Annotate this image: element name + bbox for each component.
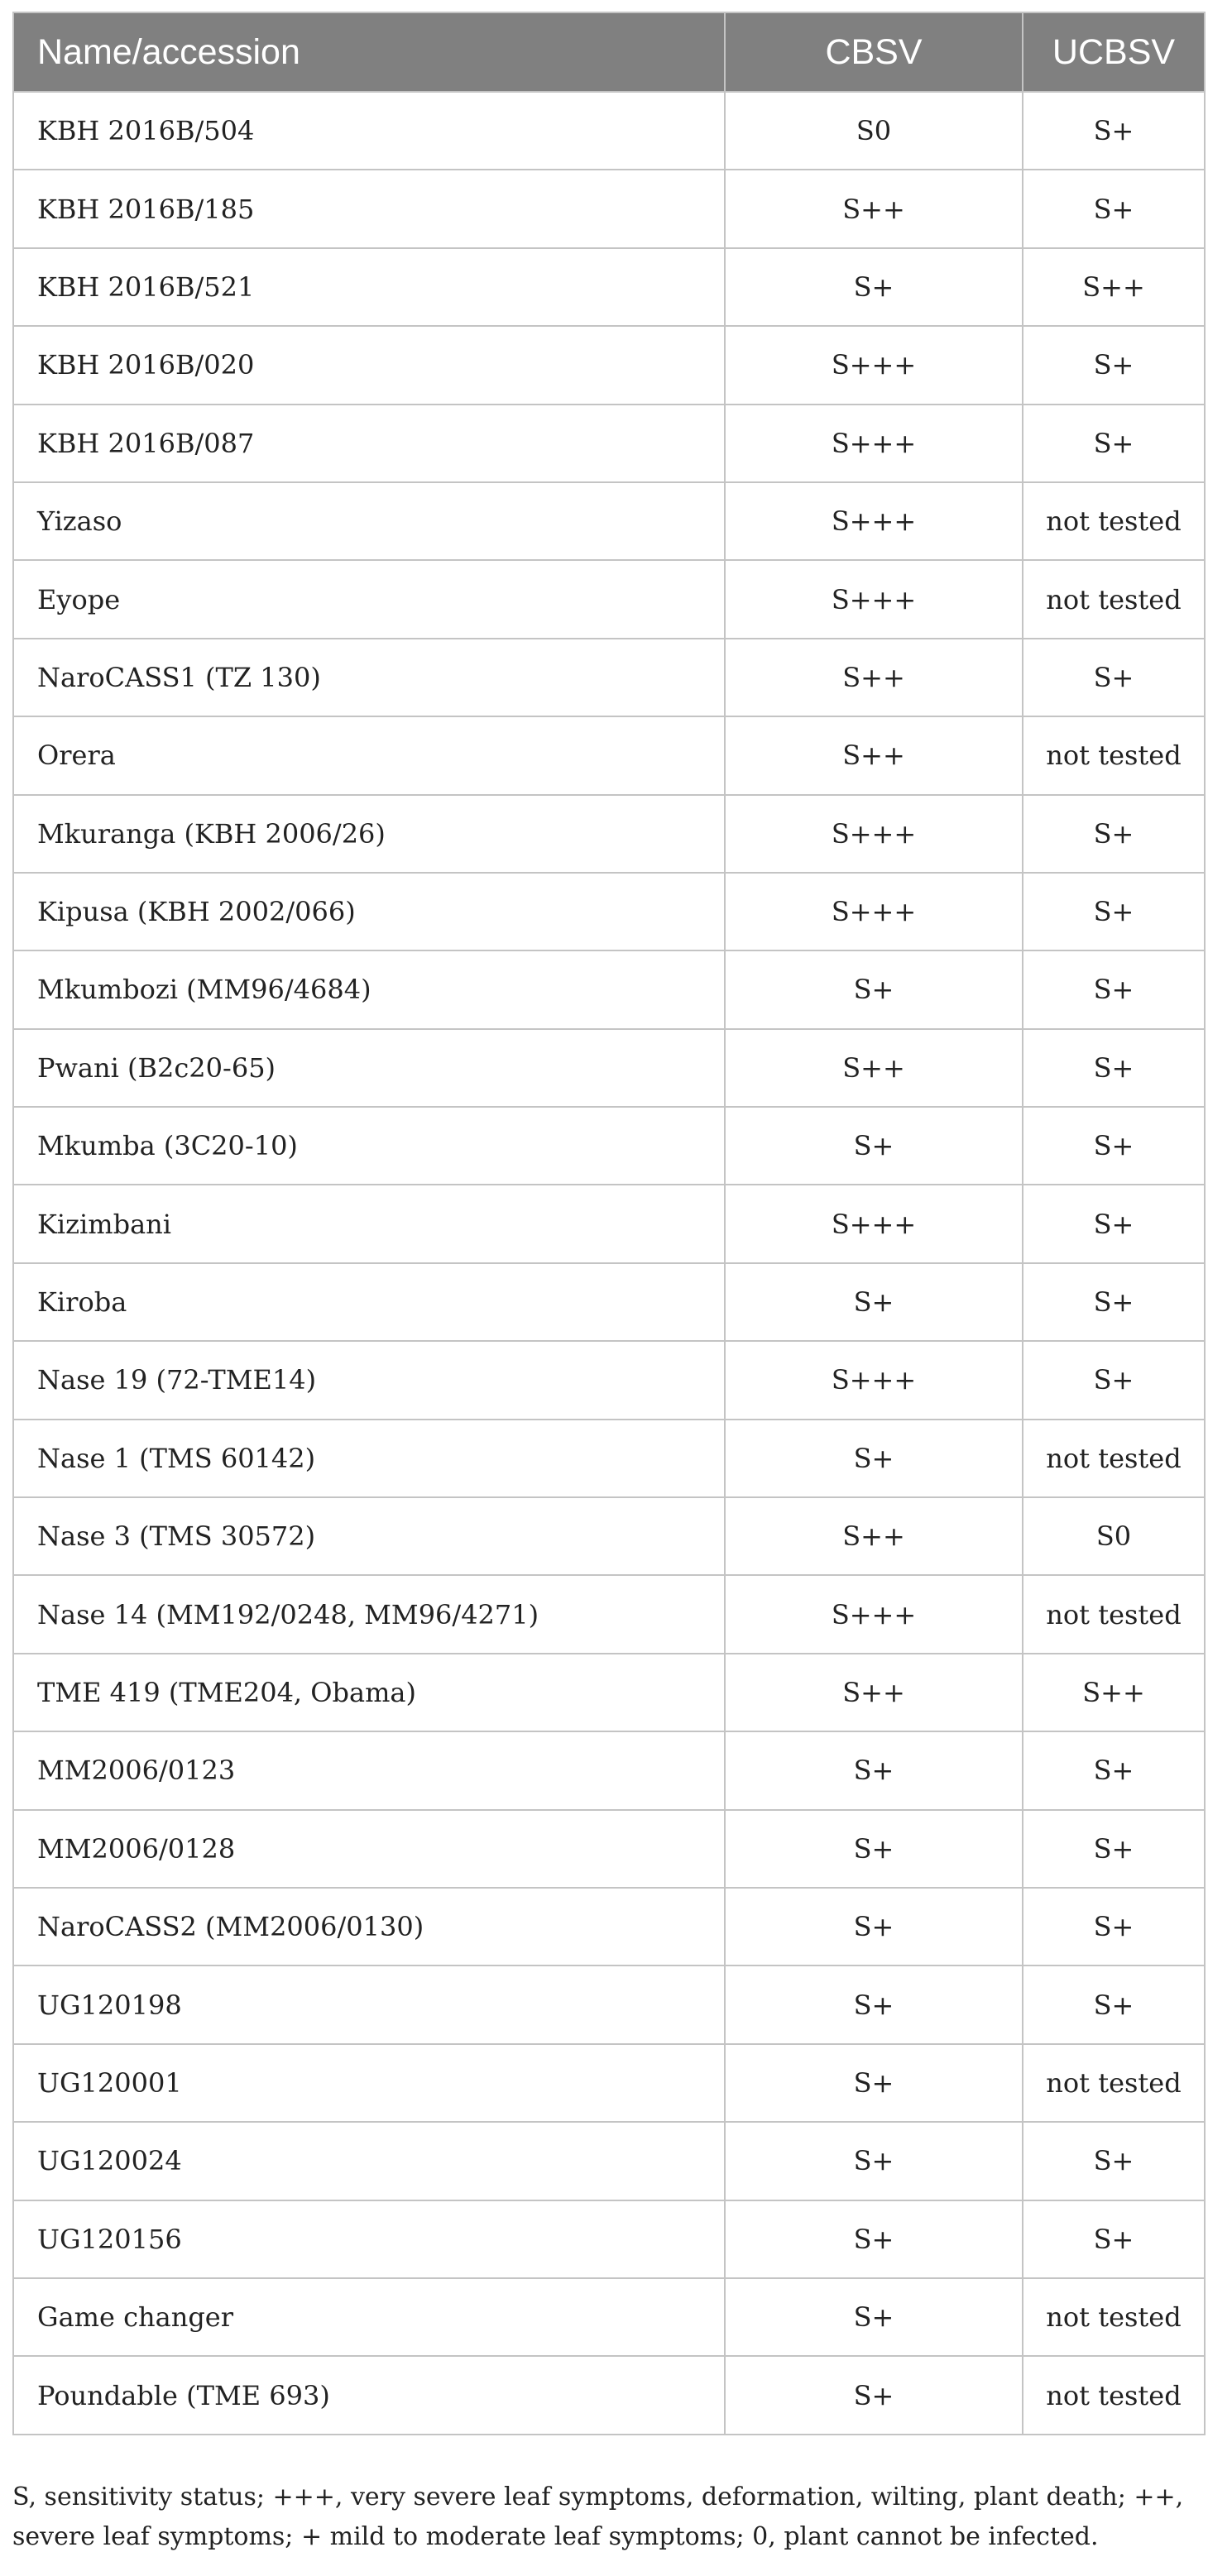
cell-ucbsv: S+ bbox=[1023, 170, 1205, 247]
cell-ucbsv: S+ bbox=[1023, 1029, 1205, 1107]
cell-ucbsv: not tested bbox=[1023, 716, 1205, 794]
cell-name-accession: Nase 1 (TMS 60142) bbox=[13, 1420, 725, 1497]
cell-name-accession: KBH 2016B/521 bbox=[13, 248, 725, 326]
cell-cbsv: S+++ bbox=[725, 1575, 1023, 1653]
cell-cbsv: S++ bbox=[725, 170, 1023, 247]
cell-cbsv: S++ bbox=[725, 1654, 1023, 1731]
cell-ucbsv: S+ bbox=[1023, 1966, 1205, 2043]
cell-name-accession: KBH 2016B/087 bbox=[13, 405, 725, 482]
cell-name-accession: Kiroba bbox=[13, 1263, 725, 1341]
table-row bbox=[13, 2356, 1205, 2434]
cell-cbsv: S0 bbox=[725, 92, 1023, 170]
cell-cbsv: S+ bbox=[725, 1888, 1023, 1966]
table-row bbox=[13, 716, 1205, 794]
header-row bbox=[13, 12, 1205, 92]
cell-cbsv: S+ bbox=[725, 2122, 1023, 2200]
cell-cbsv: S+++ bbox=[725, 482, 1023, 560]
table-footnote: S, sensitivity status; +++, very severe leaf symptoms, deformation, wilting, plant death; ++, severe leaf symptoms; + mild to moderate leaf symptoms; 0, plant cannot be infected. bbox=[12, 2483, 1184, 2551]
cell-ucbsv: S+ bbox=[1023, 639, 1205, 716]
header-name-accession: Name/accession bbox=[13, 12, 725, 92]
cell-ucbsv: not tested bbox=[1023, 2044, 1205, 2122]
cell-cbsv: S+ bbox=[725, 1966, 1023, 2043]
cell-cbsv: S+ bbox=[725, 2044, 1023, 2122]
cell-cbsv: S+ bbox=[725, 2200, 1023, 2278]
cell-name-accession: Mkumbozi (MM96/4684) bbox=[13, 950, 725, 1028]
cell-ucbsv: S+ bbox=[1023, 1107, 1205, 1185]
cell-name-accession: KBH 2016B/185 bbox=[13, 170, 725, 247]
table-row bbox=[13, 1029, 1205, 1107]
table-row bbox=[13, 2200, 1205, 2278]
table-body bbox=[13, 92, 1205, 2435]
cell-name-accession: KBH 2016B/020 bbox=[13, 326, 725, 404]
table-row bbox=[13, 1263, 1205, 1341]
table-header bbox=[13, 12, 1205, 92]
cell-cbsv: S+ bbox=[725, 2278, 1023, 2356]
cell-name-accession: Kizimbani bbox=[13, 1185, 725, 1262]
table-row bbox=[13, 1654, 1205, 1731]
cell-name-accession: Pwani (B2c20-65) bbox=[13, 1029, 725, 1107]
cell-ucbsv: S+ bbox=[1023, 1731, 1205, 1809]
cell-cbsv: S+ bbox=[725, 950, 1023, 1028]
cell-cbsv: S+++ bbox=[725, 405, 1023, 482]
cell-name-accession: Kipusa (KBH 2002/066) bbox=[13, 873, 725, 950]
cell-cbsv: S+ bbox=[725, 2356, 1023, 2434]
data-table-container bbox=[12, 12, 1204, 2435]
table-row bbox=[13, 1107, 1205, 1185]
cell-ucbsv: S+ bbox=[1023, 2200, 1205, 2278]
cell-ucbsv: S+ bbox=[1023, 1888, 1205, 1966]
cell-cbsv: S+ bbox=[725, 1731, 1023, 1809]
cell-ucbsv: not tested bbox=[1023, 482, 1205, 560]
cell-cbsv: S+++ bbox=[725, 873, 1023, 950]
cell-name-accession: MM2006/0128 bbox=[13, 1810, 725, 1888]
cell-cbsv: S+ bbox=[725, 1420, 1023, 1497]
cell-cbsv: S+++ bbox=[725, 1341, 1023, 1419]
cell-cbsv: S+ bbox=[725, 1107, 1023, 1185]
cell-name-accession: Mkumba (3C20-10) bbox=[13, 1107, 725, 1185]
cell-name-accession: TME 419 (TME204, Obama) bbox=[13, 1654, 725, 1731]
table-row bbox=[13, 560, 1205, 638]
cell-name-accession: NaroCASS2 (MM2006/0130) bbox=[13, 1888, 725, 1966]
cell-cbsv: S++ bbox=[725, 1029, 1023, 1107]
table-row bbox=[13, 1888, 1205, 1966]
cell-name-accession: KBH 2016B/504 bbox=[13, 92, 725, 170]
table-row bbox=[13, 92, 1205, 170]
table-row bbox=[13, 1497, 1205, 1575]
cell-ucbsv: not tested bbox=[1023, 1575, 1205, 1653]
table-row bbox=[13, 1731, 1205, 1809]
table-row bbox=[13, 2122, 1205, 2200]
cell-name-accession: Orera bbox=[13, 716, 725, 794]
cell-ucbsv: S+ bbox=[1023, 405, 1205, 482]
cell-cbsv: S+++ bbox=[725, 326, 1023, 404]
table-row bbox=[13, 482, 1205, 560]
table-row bbox=[13, 795, 1205, 873]
cell-cbsv: S+ bbox=[725, 1263, 1023, 1341]
table-row bbox=[13, 873, 1205, 950]
cell-name-accession: UG120024 bbox=[13, 2122, 725, 2200]
cell-cbsv: S++ bbox=[725, 1497, 1023, 1575]
header-ucbsv: UCBSV bbox=[1023, 12, 1205, 92]
table-row bbox=[13, 170, 1205, 247]
table-row bbox=[13, 1341, 1205, 1419]
table-row bbox=[13, 405, 1205, 482]
cell-name-accession: Nase 14 (MM192/0248, MM96/4271) bbox=[13, 1575, 725, 1653]
sensitivity-table bbox=[12, 12, 1206, 2435]
cell-ucbsv: not tested bbox=[1023, 1420, 1205, 1497]
cell-ucbsv: S+ bbox=[1023, 1185, 1205, 1262]
cell-name-accession: Yizaso bbox=[13, 482, 725, 560]
cell-name-accession: MM2006/0123 bbox=[13, 1731, 725, 1809]
cell-cbsv: S++ bbox=[725, 639, 1023, 716]
cell-name-accession: Poundable (TME 693) bbox=[13, 2356, 725, 2434]
cell-ucbsv: S+ bbox=[1023, 2122, 1205, 2200]
cell-name-accession: Nase 3 (TMS 30572) bbox=[13, 1497, 725, 1575]
table-row bbox=[13, 1966, 1205, 2043]
table-row bbox=[13, 2278, 1205, 2356]
cell-name-accession: UG120156 bbox=[13, 2200, 725, 2278]
cell-cbsv: S+++ bbox=[725, 560, 1023, 638]
table-row bbox=[13, 950, 1205, 1028]
table-row bbox=[13, 1575, 1205, 1653]
table-row bbox=[13, 1810, 1205, 1888]
cell-name-accession: Eyope bbox=[13, 560, 725, 638]
header-cbsv: CBSV bbox=[725, 12, 1023, 92]
cell-ucbsv: S+ bbox=[1023, 326, 1205, 404]
table-row bbox=[13, 248, 1205, 326]
cell-cbsv: S+++ bbox=[725, 1185, 1023, 1262]
cell-cbsv: S+++ bbox=[725, 795, 1023, 873]
cell-ucbsv: S0 bbox=[1023, 1497, 1205, 1575]
table-row bbox=[13, 2044, 1205, 2122]
table-row bbox=[13, 1185, 1205, 1262]
cell-name-accession: Game changer bbox=[13, 2278, 725, 2356]
cell-name-accession: Mkuranga (KBH 2006/26) bbox=[13, 795, 725, 873]
cell-name-accession: NaroCASS1 (TZ 130) bbox=[13, 639, 725, 716]
cell-ucbsv: S++ bbox=[1023, 1654, 1205, 1731]
cell-ucbsv: not tested bbox=[1023, 2278, 1205, 2356]
table-row bbox=[13, 326, 1205, 404]
cell-ucbsv: S+ bbox=[1023, 1263, 1205, 1341]
cell-cbsv: S+ bbox=[725, 248, 1023, 326]
table-row bbox=[13, 639, 1205, 716]
cell-name-accession: UG120001 bbox=[13, 2044, 725, 2122]
cell-cbsv: S+ bbox=[725, 1810, 1023, 1888]
cell-ucbsv: S+ bbox=[1023, 1341, 1205, 1419]
cell-ucbsv: not tested bbox=[1023, 2356, 1205, 2434]
cell-ucbsv: not tested bbox=[1023, 560, 1205, 638]
cell-ucbsv: S++ bbox=[1023, 248, 1205, 326]
cell-ucbsv: S+ bbox=[1023, 873, 1205, 950]
cell-cbsv: S++ bbox=[725, 716, 1023, 794]
cell-name-accession: UG120198 bbox=[13, 1966, 725, 2043]
table-row bbox=[13, 1420, 1205, 1497]
cell-ucbsv: S+ bbox=[1023, 950, 1205, 1028]
cell-ucbsv: S+ bbox=[1023, 92, 1205, 170]
cell-ucbsv: S+ bbox=[1023, 795, 1205, 873]
cell-ucbsv: S+ bbox=[1023, 1810, 1205, 1888]
cell-name-accession: Nase 19 (72-TME14) bbox=[13, 1341, 725, 1419]
